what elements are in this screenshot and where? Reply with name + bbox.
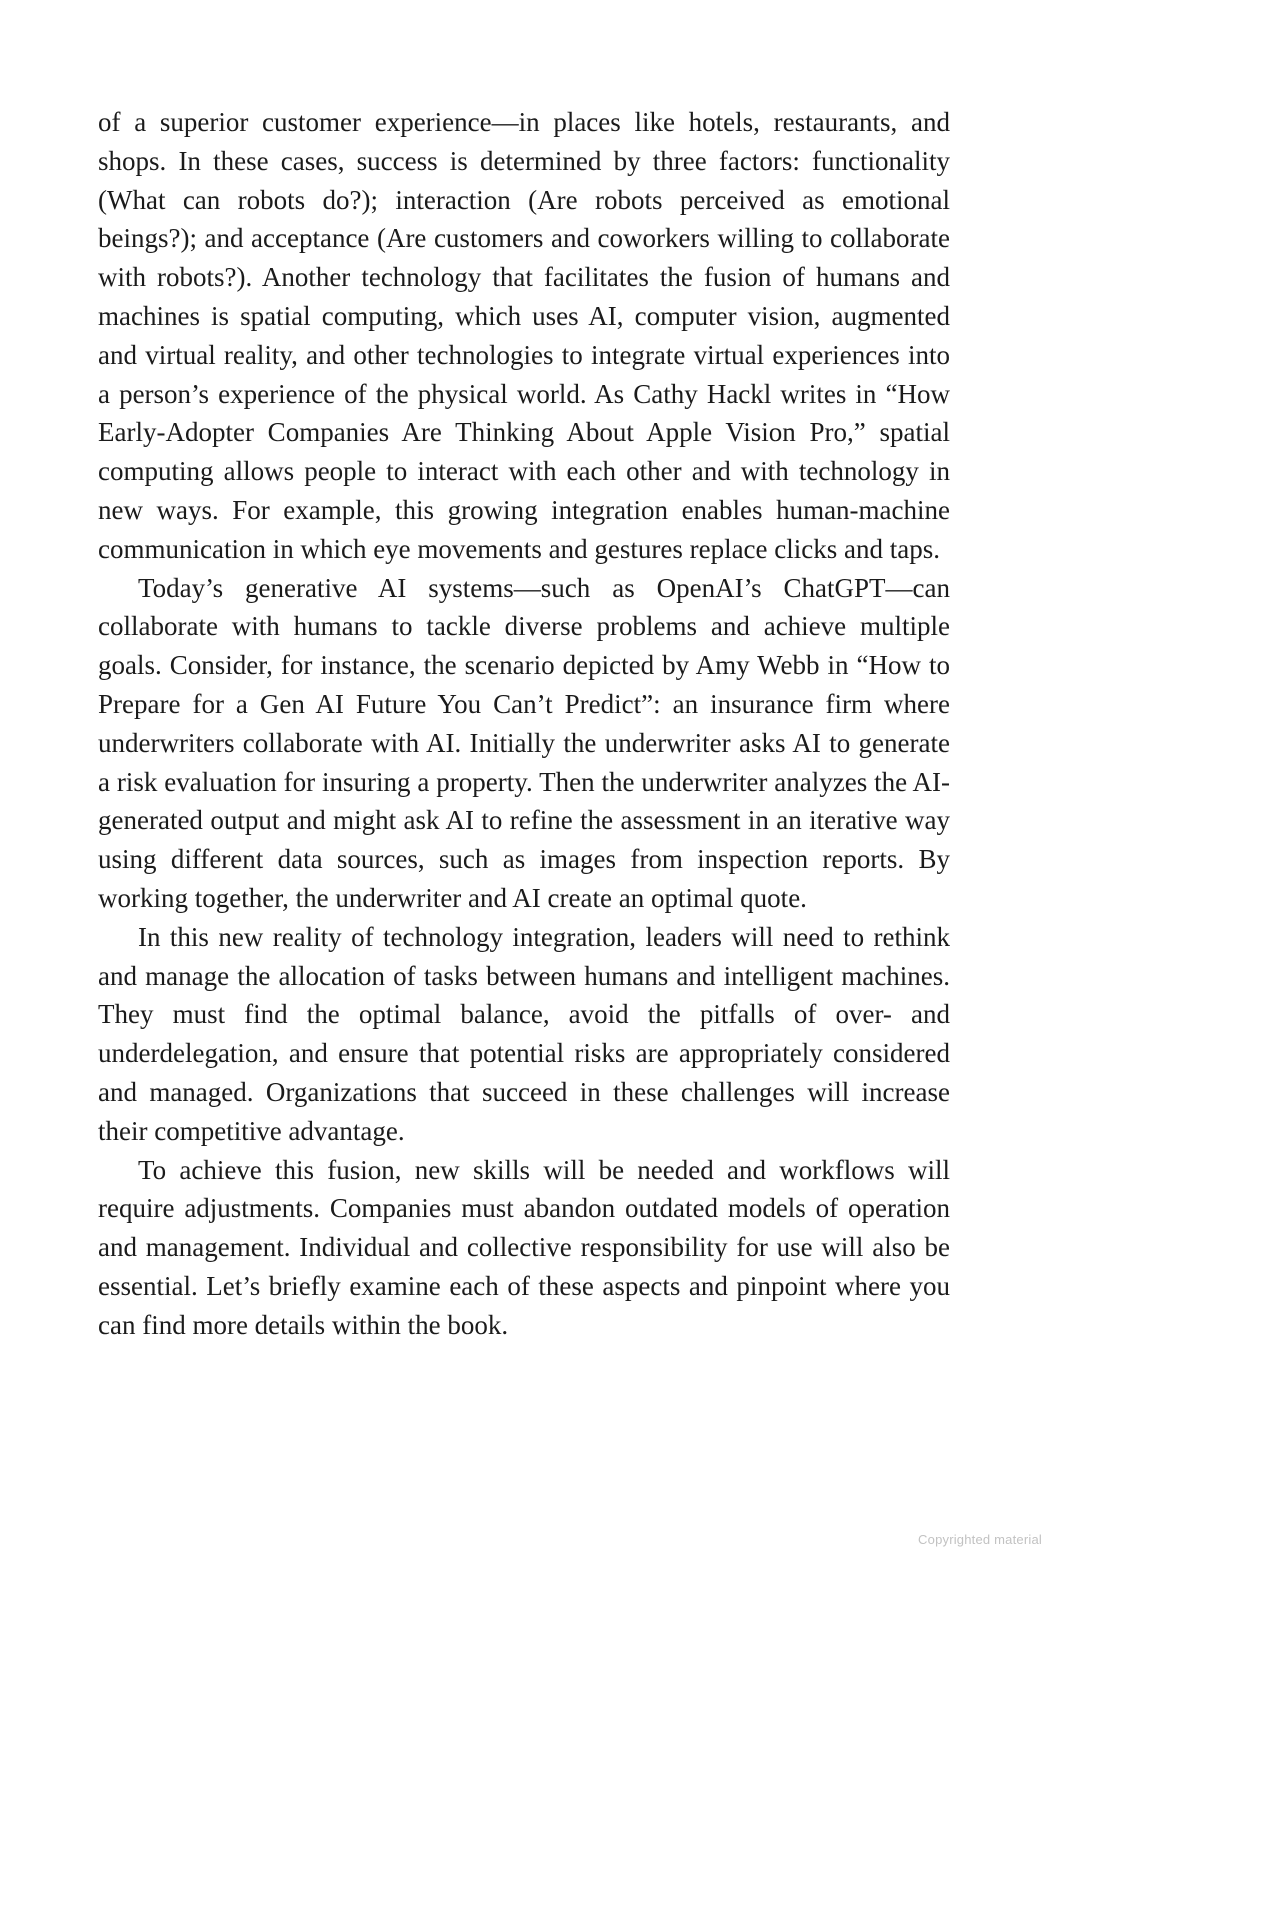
page-text-block [98,103,950,1345]
paragraph: To achieve this fusion, new skills will be needed and workflows will require adjustments. Companies must abandon outdated models of operation and management. Individual and collective responsibility for use will also be essential. Let’s briefly examine each of these aspects and pinpoint where you can find more details within the book. [98,1154,950,1340]
copyright-notice: Copyrighted material [918,1532,1042,1547]
paragraph: Today’s generative AI systems—such as OpenAI’s ChatGPT—can collaborate with humans to tackle diverse problems and achieve multiple goals. Consider, for instance, the scenario depicted by Amy Webb in “How to Prepare for a Gen AI Future You Can’t Predict”: an insurance firm where underwriters collaborate with AI. Initially the underwriter asks AI to generate a risk evaluation for insuring a property. Then the underwriter analyzes the AI-generated output and might ask AI to refine the assessment in an iterative way using different data sources, such as images from inspection reports. By working together, the underwriter and AI create an optimal quote. [98,572,950,913]
paragraph: In this new reality of technology integration, leaders will need to rethink and manage the allocation of tasks between humans and intelligent machines. They must find the optimal balance, avoid the pitfalls of over- and underdelegation, and ensure that potential risks are appropriately considered and managed. Organizations that succeed in these challenges will increase their competitive advantage. [98,921,950,1146]
paragraph: of a superior customer experience—in places like hotels, restaurants, and shops. In these cases, success is determined by three factors: functionality (What can robots do?); interaction (Are robots perceived as emotional beings?); and acceptance (Are customers and coworkers willing to collaborate with robots?). Another technology that facilitates the fusion of humans and machines is spatial computing, which uses AI, computer vision, augmented and virtual reality, and other technologies to integrate virtual experiences into a person’s experience of the physical world. As Cathy Hackl writes in “How Early-Adopter Companies Are Thinking About Apple Vision Pro,” spatial computing allows people to interact with each other and with technology in new ways. For example, this growing integration enables human-machine communication in which eye movements and gestures replace clicks and taps. [98,107,950,564]
